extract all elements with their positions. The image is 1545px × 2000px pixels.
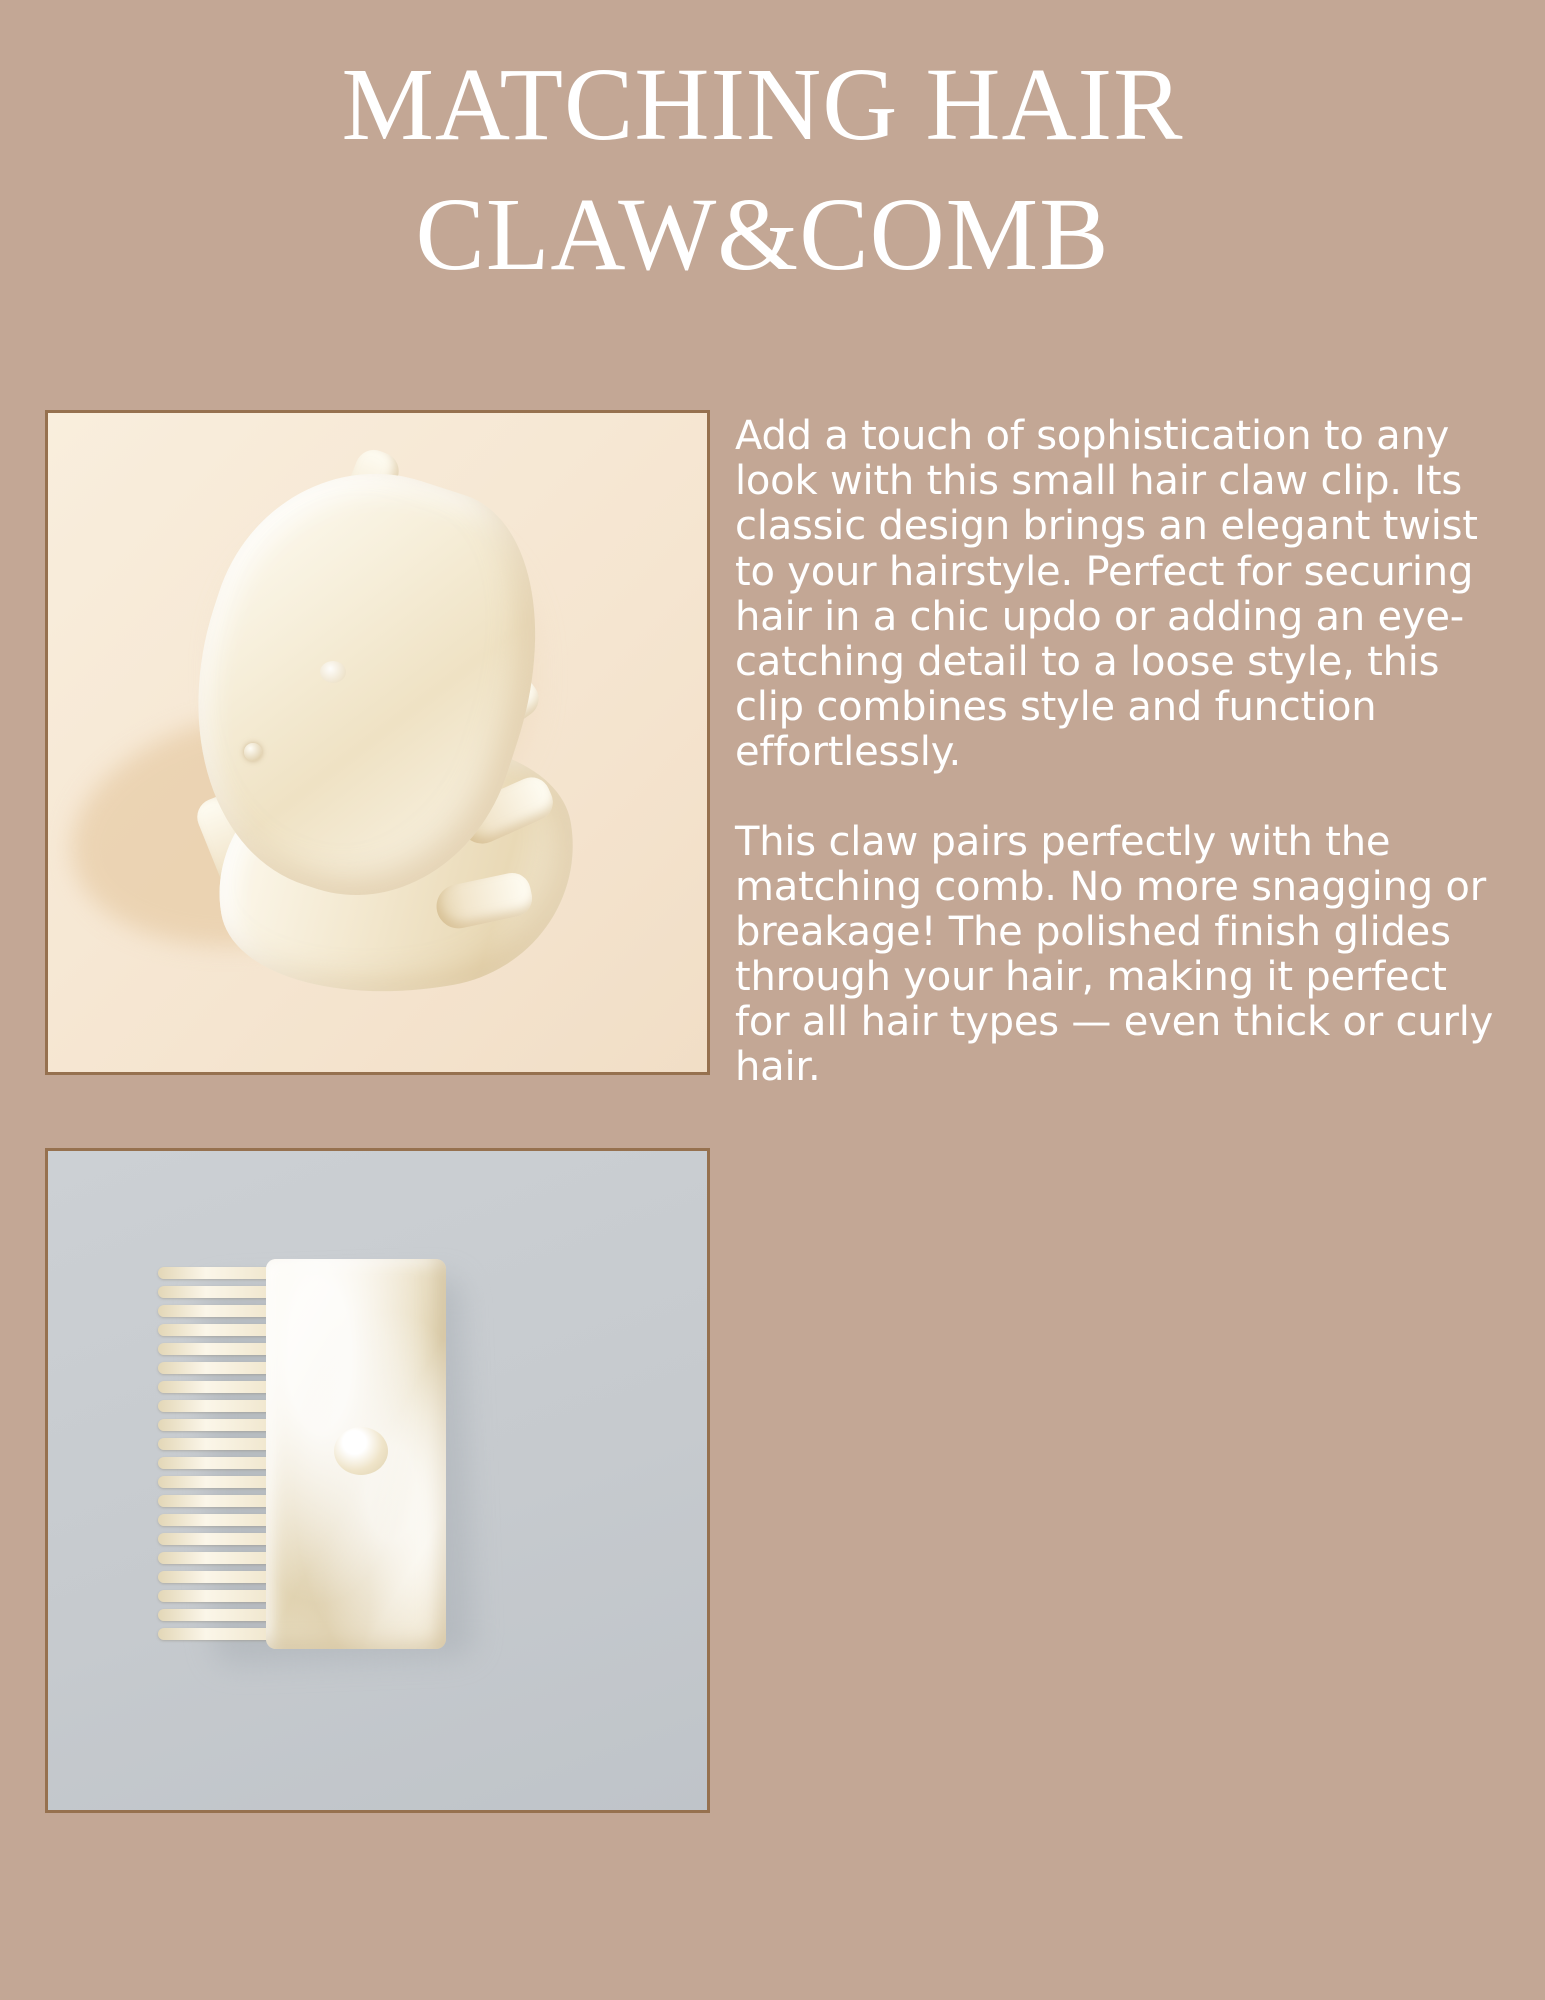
comb-tooth-icon <box>158 1267 278 1279</box>
comb-photo-background <box>48 1151 707 1810</box>
comb-tooth-icon <box>158 1305 278 1317</box>
comb-tooth-icon <box>158 1552 278 1564</box>
comb-tooth-icon <box>158 1476 278 1488</box>
page-title <box>0 0 1545 300</box>
description-paragraph-1: Add a touch of sophistication to any look with this small hair claw clip. Its classic design brings an elegant twist to your hairstyle. Perfect for securing hair in a chic updo or adding an eye-catching detail to a loose style, this clip combines style and function effortlessly. <box>735 413 1478 776</box>
hair-claw-clip-photo <box>45 410 710 1075</box>
comb-teeth-group <box>158 1267 278 1645</box>
comb-tooth-icon <box>158 1590 278 1602</box>
comb-tooth-icon <box>158 1286 278 1298</box>
comb-tooth-icon <box>158 1400 278 1412</box>
comb-tooth-icon <box>158 1381 278 1393</box>
comb-tooth-icon <box>158 1495 278 1507</box>
description-column <box>735 414 1510 1091</box>
comb-tooth-icon <box>158 1533 278 1545</box>
comb-tooth-icon <box>158 1628 278 1640</box>
comb-tooth-icon <box>158 1362 278 1374</box>
claw-highlight <box>320 661 346 683</box>
comb-tooth-icon <box>158 1571 278 1583</box>
comb-tooth-icon <box>158 1324 278 1336</box>
comb-tooth-icon <box>158 1419 278 1431</box>
page-title-line-2: CLAW&COMB <box>415 177 1110 292</box>
claw-photo-background <box>48 413 707 1072</box>
description-paragraph-2: This claw pairs perfectly with the matching comb. No more snagging or breakage! The polished finish glides through your hair, making it perfect for all hair types — even thick or curly hair. <box>735 818 1494 1091</box>
hair-comb-photo <box>45 1148 710 1813</box>
claw-hinge-pin <box>244 743 262 761</box>
comb-tooth-icon <box>158 1457 278 1469</box>
page-title-line-1: MATCHING HAIR <box>341 47 1184 162</box>
comb-tooth-icon <box>158 1343 278 1355</box>
comb-tooth-icon <box>158 1514 278 1526</box>
comb-highlight <box>334 1427 388 1475</box>
image-column <box>45 410 710 1813</box>
comb-tooth-icon <box>158 1438 278 1450</box>
comb-tooth-icon <box>158 1609 278 1621</box>
